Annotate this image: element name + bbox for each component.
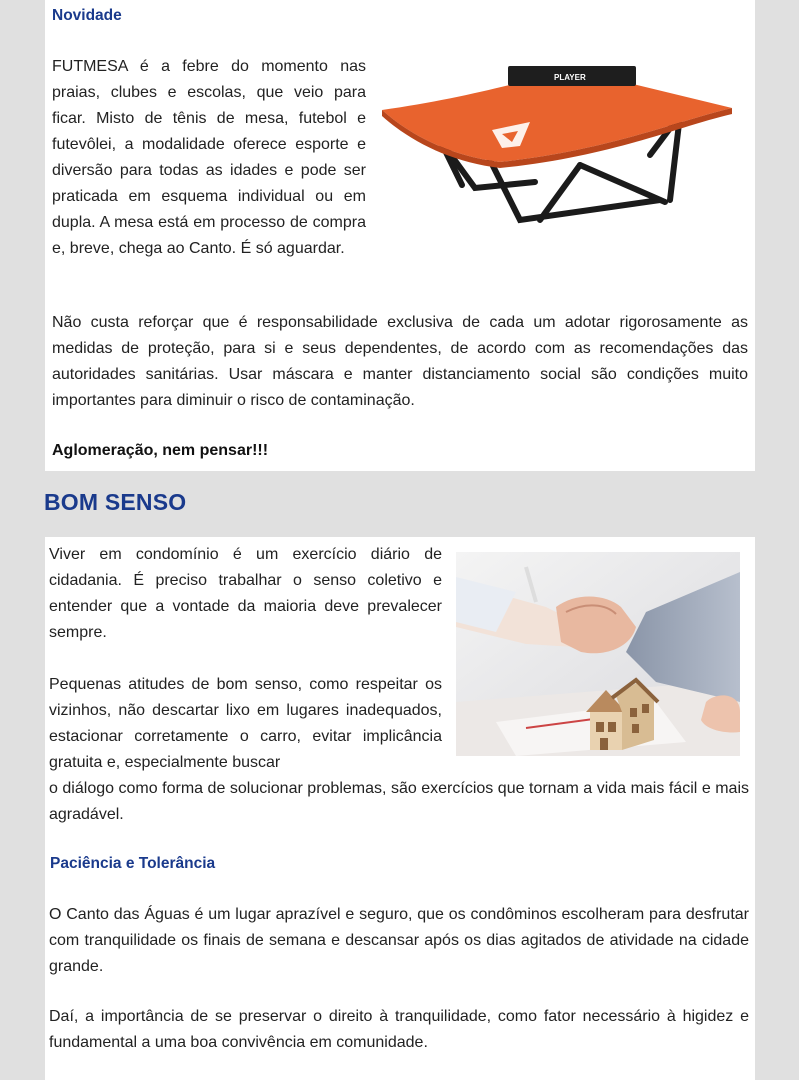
canto-das-aguas-paragraph: O Canto das Águas é um lugar aprazível e seguro, que os condôminos escolheram para desfrutar com tranquilidade os finais de semana e descansar após os dias agitados de atividade na cidade grande. (49, 906, 749, 975)
paciencia-subhead: Paciência e Tolerância (50, 855, 216, 872)
futmesa-table-image (380, 60, 738, 230)
bom-senso-paragraph-part2: o diálogo como forma de solucionar problemas, são exercícios que tornam a vida mais fácil e mais agradável. (49, 780, 749, 823)
tranquilidade-paragraph: Daí, a importância de se preservar o direito à tranquilidade, como fator necessário à higidez e fundamental a uma boa convivência em comunidade. (49, 1008, 749, 1051)
handshake-house-image (456, 552, 740, 756)
player-brand-text: PLAYER (554, 73, 586, 82)
bom-senso-paragraph-part1: Pequenas atitudes de bom senso, como respeitar os vizinhos, não descartar lixo em lugares inadequados, estacionar corretamente o carro, evitar implicância gratuita e, especialmente buscar (49, 676, 442, 771)
condominio-paragraph: Viver em condomínio é um exercício diário de cidadania. É preciso trabalhar o senso coletivo e entender que a vontade da maioria deve prevalecer sempre. (49, 546, 442, 641)
closing-statement: Aglomeração, nem pensar!!! (52, 442, 269, 459)
protection-paragraph: Não custa reforçar que é responsabilidade exclusiva de cada um adotar rigorosamente as medidas de proteção, para si e seus dependentes, de acordo com as recomendações das autoridades sanitárias. Usar máscara e manter distanciamento social são condições muito importantes para diminuir o risco de contaminação. (52, 314, 748, 409)
futmesa-paragraph: FUTMESA é a febre do momento nas praias, clubes e escolas, que veio para ficar. Misto de tênis de mesa, futebol e futevôlei, a modalidade oferece esporte e diversão para todas as idades e pode ser praticada em esquema individual ou em dupla. A mesa está em processo de compra e, breve, chega ao Canto. É só aguardar. (52, 58, 366, 257)
bom-senso-heading: BOM SENSO (44, 489, 187, 515)
novidade-subhead: Novidade (52, 7, 122, 24)
